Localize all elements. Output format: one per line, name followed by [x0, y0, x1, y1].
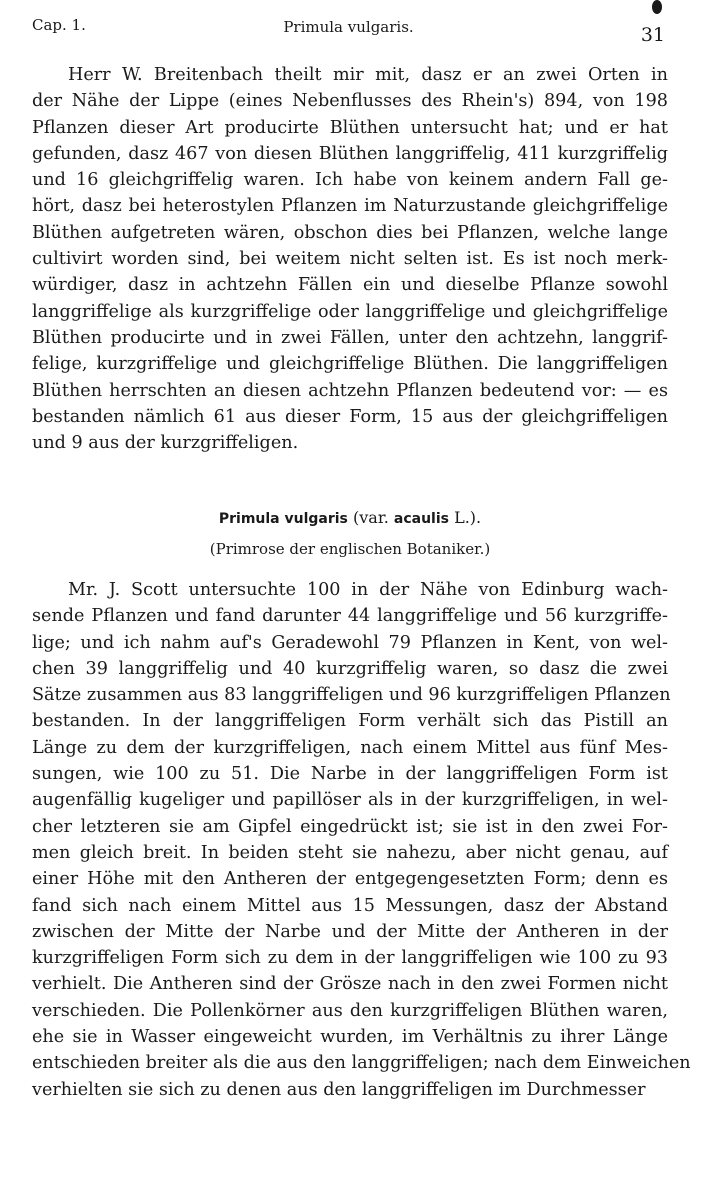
section-subtitle: (Primrose der englischen Botaniker.) — [209, 540, 491, 558]
text-line: und 16 gleichgriffelig waren. Ich habe von keinem andern Fall ge- — [32, 170, 668, 191]
text-line: cher letzteren sie am Gipfel eingedrückt ist; sie ist in den zwei For- — [32, 816, 668, 837]
text-line: verschieden. Die Pollenkörner aus den kurzgriffeligen Blüthen waren, — [32, 1000, 668, 1021]
section-title-var-open: (var. — [353, 508, 389, 527]
text-line: würdiger, dasz in achtzehn Fällen ein und dieselbe Pflanze sowohl — [32, 275, 668, 296]
text-line: ehe sie in Wasser eingeweicht wurden, im Verhältnis zu ihrer Länge — [32, 1027, 668, 1048]
text-line: verhielt. Die Antheren sind der Grösze nach in den zwei Formen nicht — [32, 974, 668, 995]
section-title-species: Primula vulgaris — [218, 511, 348, 527]
text-line: augenfällig kugeliger und papillöser als in der kurzgriffeligen, in wel- — [32, 790, 668, 811]
text-line: Mr. J. Scott untersuchte 100 in der Nähe von Edinburg wach- — [68, 580, 668, 600]
paragraph-scott — [32, 577, 691, 1103]
text-line: bestanden. In der langgriffeligen Form verhält sich das Pistill an — [32, 711, 668, 732]
text-line: fand sich nach einem Mittel aus 15 Messungen, dasz der Abstand — [32, 895, 668, 916]
text-line: Blüthen herrschten an diesen achtzehn Pflanzen bedeutend vor: — es — [32, 380, 668, 401]
text-line: entschieden breiter als die aus den langgriffeligen; nach dem Einweichen — [32, 1053, 691, 1074]
text-line: bestanden nämlich 61 aus dieser Form, 15 aus der gleichgriffeligen — [32, 406, 668, 427]
text-line: lige; und ich nahm auf's Geradewohl 79 Pflanzen in Kent, von wel- — [32, 632, 668, 653]
text-line: Länge zu dem der kurzgriffeligen, nach einem Mittel aus fünf Mes- — [32, 737, 668, 758]
text-line: zwischen der Mitte der Narbe und der Mitte der Antheren in der — [32, 921, 668, 942]
text-line: cultivirt worden sind, bei weitem nicht selten ist. Es ist noch merk- — [32, 249, 668, 270]
section-title-variety: acaulis — [393, 511, 449, 527]
text-line: Sätze zusammen aus 83 langgriffeligen und 96 kurzgriffeligen Pflanzen — [32, 685, 671, 706]
text-line: kurzgriffeligen Form sich zu dem in der langgriffeligen wie 100 zu 93 — [32, 948, 668, 969]
text-line: gefunden, dasz 467 von diesen Blüthen langgriffelig, 411 kurzgriffelig — [32, 143, 668, 164]
text-line: Herr W. Breitenbach theilt mir mit, dasz er an zwei Orten in — [68, 65, 668, 85]
chapter-label: Cap. 1. — [32, 16, 86, 34]
text-line: einer Höhe mit den Antheren der entgegengesetzten Form; denn es — [32, 869, 668, 890]
text-line: Blüthen producirte und in zwei Fällen, unter den achtzehn, langgrif- — [32, 327, 668, 348]
text-line: men gleich breit. In beiden steht sie nahezu, aber nicht genau, auf — [32, 842, 668, 863]
text-line: der Nähe der Lippe (eines Nebenflusses des Rhein's) 894, von 198 — [32, 91, 668, 112]
section-heading — [32, 508, 668, 527]
text-line: felige, kurzgriffelige und gleichgriffelige Blüthen. Die langgriffeligen — [32, 354, 668, 375]
text-line: hört, dasz bei heterostylen Pflanzen im Naturzustande gleichgriffelige — [32, 196, 668, 217]
text-line: verhielten sie sich zu denen aus den langgriffeligen im Durchmesser — [32, 1079, 646, 1100]
page-number: 31 — [640, 24, 665, 46]
text-line: und 9 aus der kurzgriffeligen. — [32, 433, 299, 454]
text-line: sungen, wie 100 zu 51. Die Narbe in der langgriffeligen Form ist — [32, 764, 668, 785]
section-title-author: L.). — [454, 508, 482, 527]
ink-blot — [652, 0, 662, 14]
text-line: Blüthen aufgetreten wären, obschon dies bei Pflanzen, welche lange — [32, 222, 668, 243]
running-header — [32, 10, 665, 46]
running-title: Primula vulgaris. — [283, 18, 414, 36]
text-line: chen 39 langgriffelig und 40 kurzgriffelig waren, so dasz die zwei — [32, 658, 668, 679]
paragraph-breitenbach — [32, 62, 668, 456]
text-line: langgriffelige als kurzgriffelige oder langgriffelige und gleichgriffelige — [32, 301, 668, 322]
text-line: sende Pflanzen und fand darunter 44 langgriffelige und 56 kurzgriffe- — [32, 606, 668, 627]
text-line: Pflanzen dieser Art producirte Blüthen untersucht hat; und er hat — [32, 117, 668, 138]
